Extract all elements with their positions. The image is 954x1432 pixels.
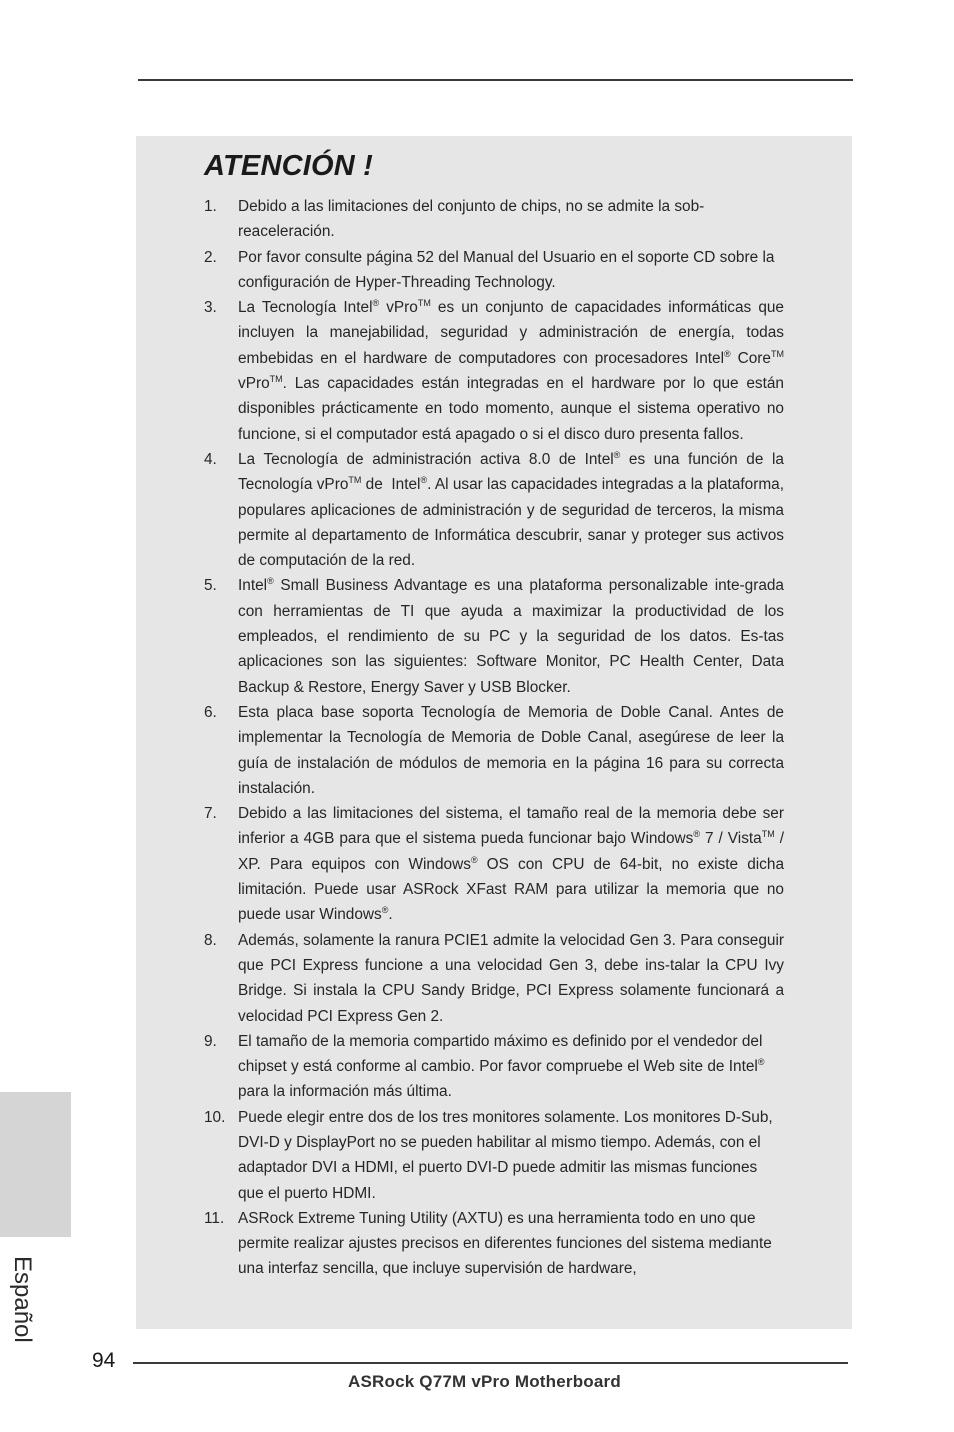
item-text: La Tecnología Intel® vPro™ es un conjunto de capacidades informáticas que incluyen la manejabilidad, seguridad y administración de energía, todas embebidas en el hardware de computadores con procesadores Intel® Core™ vPro™. Las capacidades están integradas en el hardware por lo que están disponibles prácticamente en todo momento, aunque el sistema operativo no funcione, si el computador está apagado o si el disco duro presenta fallos.: [238, 298, 784, 443]
item-text: Puede elegir entre dos de los tres monitores solamente. Los monitores D-Sub, DVI-D y DisplayPort no se pueden habilitar al mismo tiempo. Además, con el adaptador DVI a HDMI, el puerto DVI-D puede admitir las mismas funciones que el puerto HDMI.: [238, 1108, 773, 1202]
item-number: 2.: [204, 248, 217, 266]
footer-title: ASRock Q77M vPro Motherboard: [348, 1372, 621, 1391]
list-item: [204, 245, 784, 296]
list-item: [204, 1206, 784, 1282]
item-text: Por favor consulte página 52 del Manual del Usuario en el soporte CD sobre la configuración de Hyper-Threading Technology.: [238, 248, 775, 291]
item-text: Esta placa base soporta Tecnología de Memoria de Doble Canal. Antes de implementar la Tecnología de Memoria de Doble Canal, asegúrese de leer la guía de instalación de módulos de memoria en la página 16 para su correcta instalación.: [238, 703, 784, 797]
item-text: Además, solamente la ranura PCIE1 admite la velocidad Gen 3. Para conseguir que PCI Express funcione a una velocidad Gen 3, debe ins-talar la CPU Ivy Bridge. Si instala la CPU Sandy Bridge, PCI Express solamente funcionará a velocidad PCI Express Gen 2.: [238, 931, 784, 1025]
list-item: [204, 447, 784, 573]
list-item: [204, 1029, 784, 1105]
page-number: 94: [92, 1349, 116, 1372]
page-title: ATENCIÓN !: [204, 150, 374, 182]
item-number: 3.: [204, 299, 217, 317]
list-item: [204, 1105, 784, 1206]
item-number: 4.: [204, 450, 217, 468]
item-number: 7.: [204, 805, 217, 823]
item-number: 5.: [204, 577, 217, 595]
list-item: [204, 295, 784, 447]
item-text: ASRock Extreme Tuning Utility (AXTU) es una herramienta todo en uno que permite realizar ajustes precisos en diferentes funciones del sistema mediante una interfaz sencilla, que incluye supervisión de hardware,: [238, 1209, 772, 1278]
item-number: 10.: [204, 1108, 226, 1126]
list-item: [204, 928, 784, 1029]
bottom-rule: [133, 1362, 848, 1364]
language-tab: [0, 1092, 71, 1343]
list-item: [204, 194, 784, 245]
item-number: 1.: [204, 198, 217, 215]
item-number: 11.: [204, 1209, 225, 1227]
item-text: Debido a las limitaciones del conjunto de chips, no se admite la sob-reaceleración.: [238, 198, 705, 241]
item-text: Debido a las limitaciones del sistema, el tamaño real de la memoria debe ser inferior a 4GB para que el sistema pueda funcionar bajo Windows® 7 / Vista™ / XP. Para equipos con Windows® OS con CPU de 64-bit, no existe dicha limitación. Puede usar ASRock XFast RAM para utilizar la memoria que no puede usar Windows®.: [238, 805, 784, 924]
top-rule: [138, 79, 853, 81]
item-text: El tamaño de la memoria compartido máximo es definido por el vendedor del chipset y está conforme al cambio. Por favor compruebe el Web site de Intel® para la información más última.: [238, 1032, 765, 1101]
item-number: 8.: [204, 931, 217, 949]
list-item: [204, 573, 784, 699]
notes-list: [204, 194, 784, 1282]
item-number: 6.: [204, 703, 217, 721]
list-item: [204, 801, 784, 927]
list-item: [204, 700, 784, 801]
item-number: 9.: [204, 1032, 217, 1050]
language-tab-label: Español: [9, 1256, 36, 1343]
item-text: La Tecnología de administración activa 8.0 de Intel® es una función de la Tecnología vPro™ de Intel®. Al usar las capacidades integradas a la plataforma, populares aplicaciones de administración y de seguridad de terceros, la misma permite al departamento de Informática descubrir, sanar y proteger sus activos de computación de la red.: [238, 449, 784, 570]
item-text: Intel® Small Business Advantage es una plataforma personalizable inte-grada con herramientas de TI que ayuda a maximizar la productividad de los empleados, el rendimiento de su PC y la seguridad de los datos. Es-tas aplicaciones son las siguientes: Software Monitor, PC Health Center, Data Backup & Restore, Energy Saver y USB Blocker.: [238, 576, 784, 696]
